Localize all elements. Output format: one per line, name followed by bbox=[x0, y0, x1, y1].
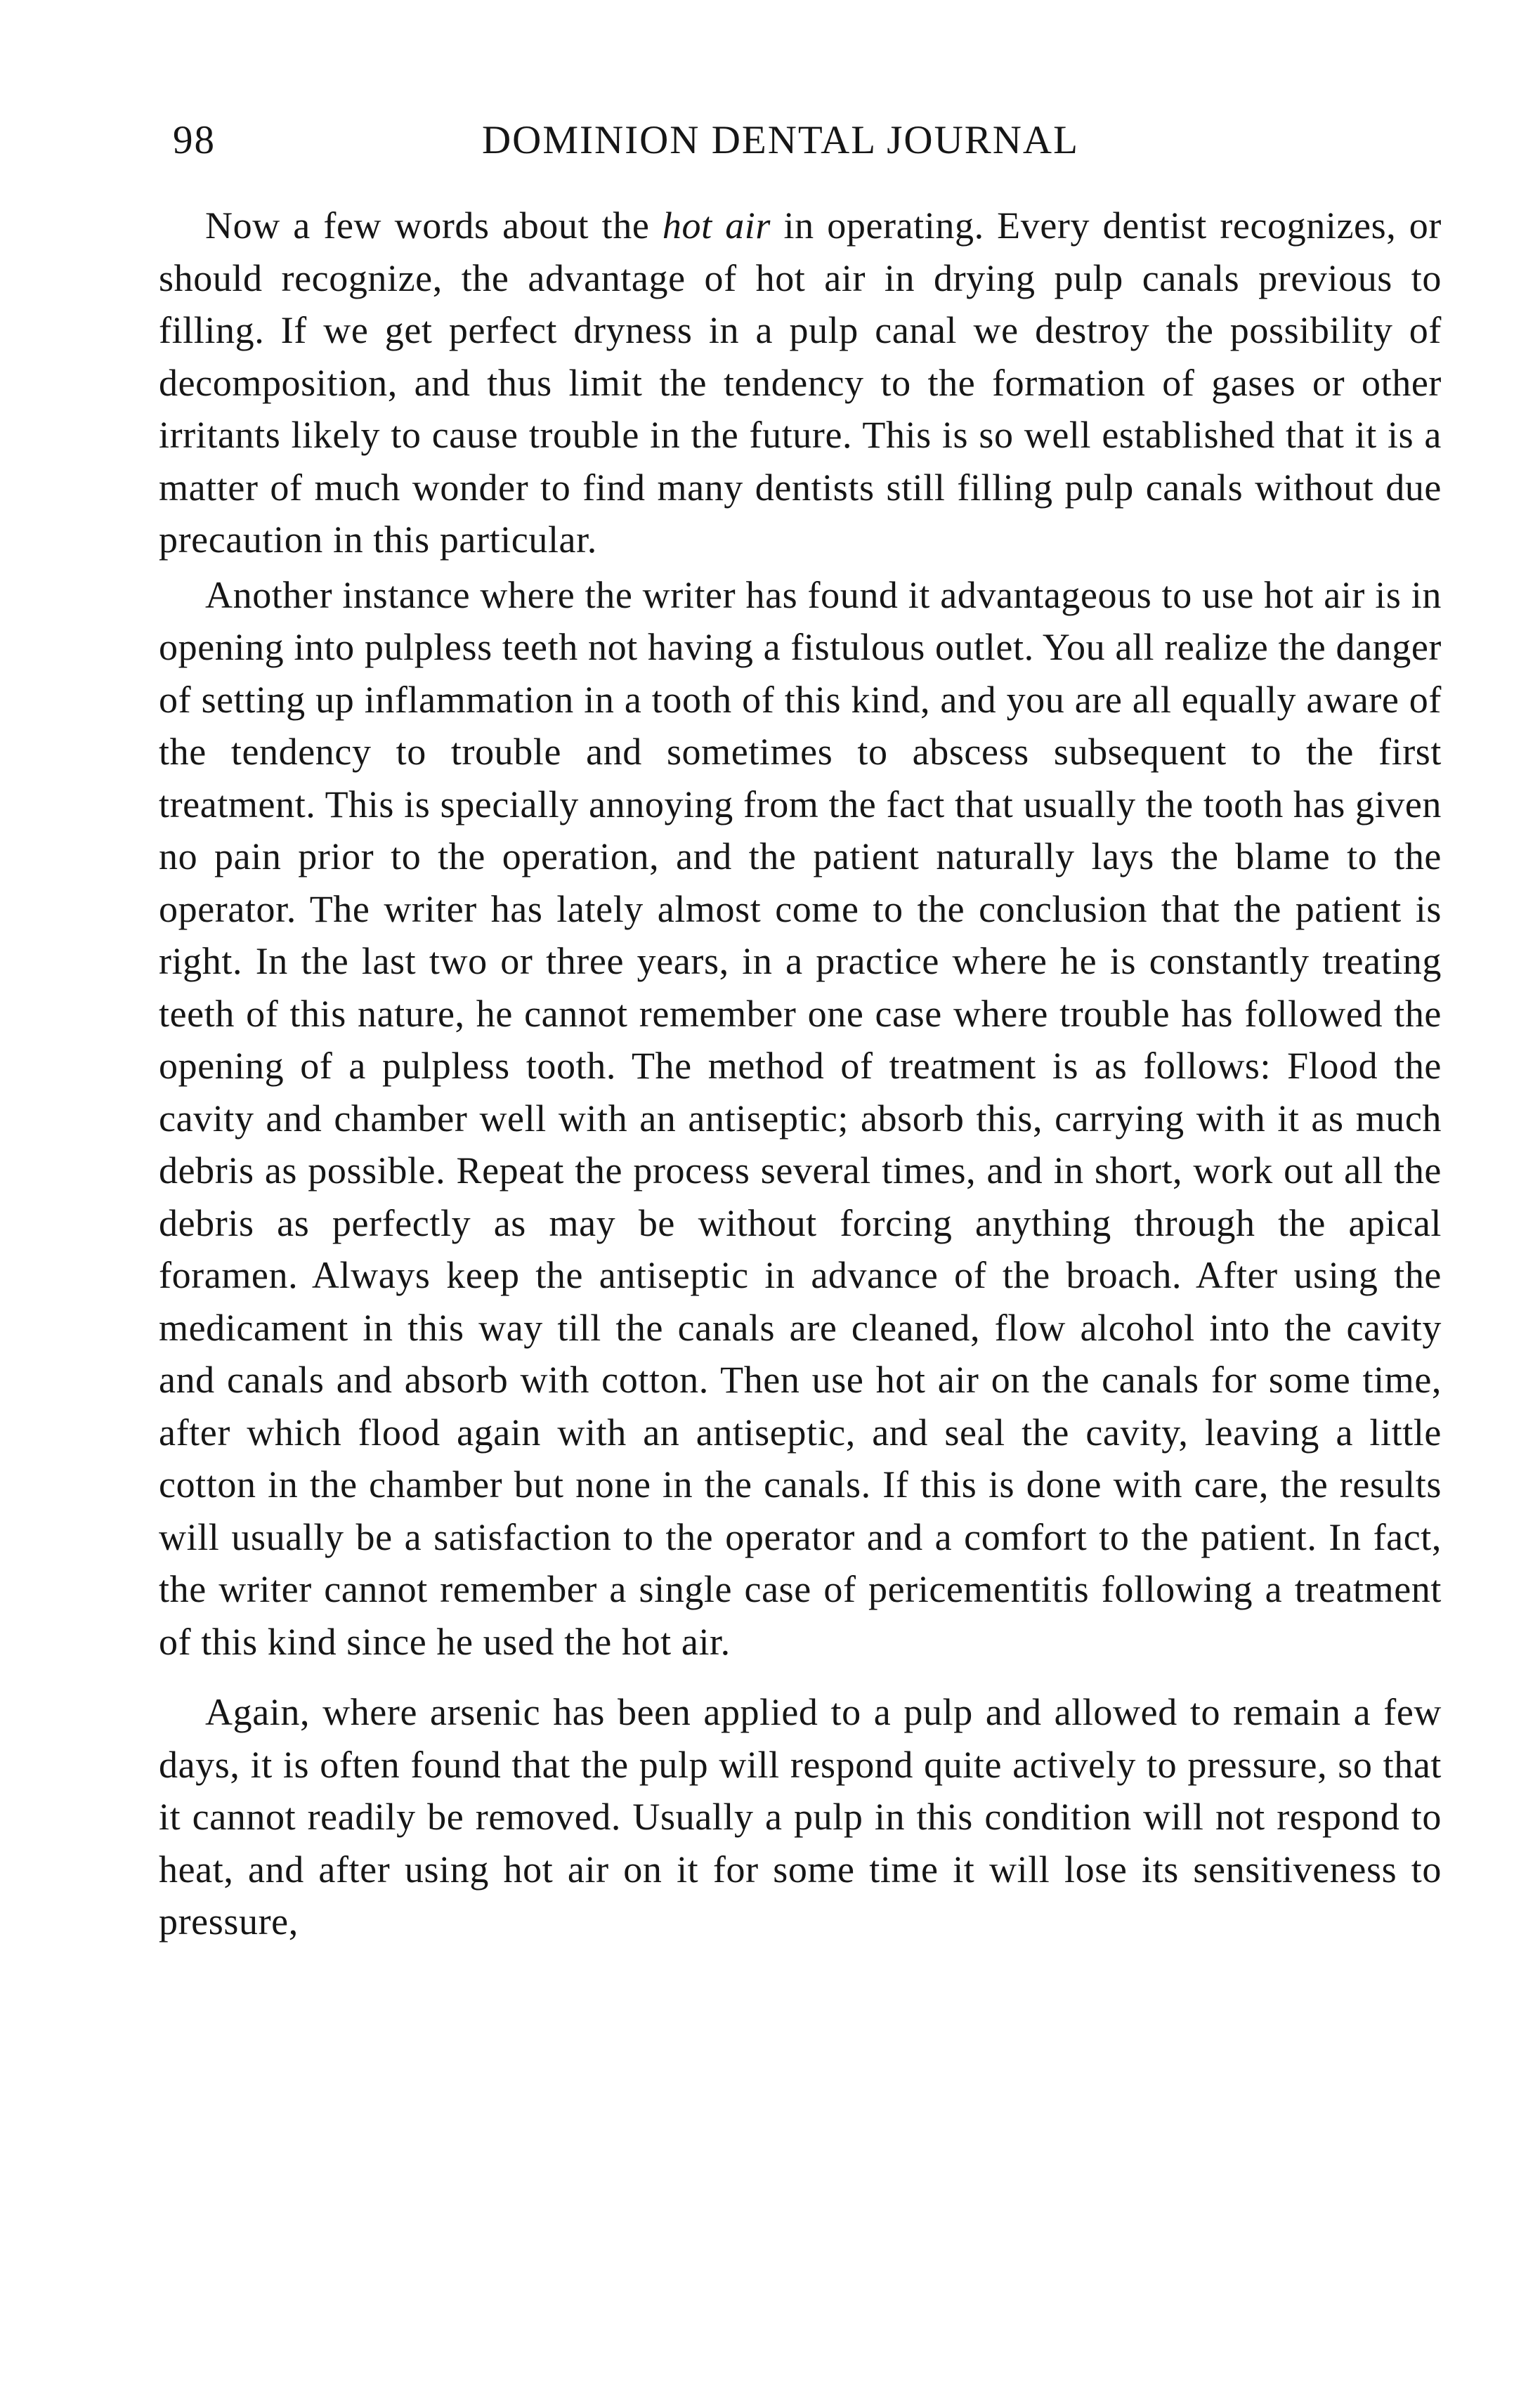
article-body bbox=[159, 200, 1442, 1948]
paragraph-hot-air-operating bbox=[159, 200, 1442, 566]
journal-title: DOMINION DENTAL JOURNAL bbox=[482, 118, 1079, 162]
paragraph-arsenic: Again, where arsenic has been applied to a pulp and allowed to remain a few days, it is often found that the pulp will respond quite actively to pressure, so that it cannot readily be removed. Usually a pulp in this condition will not respond to heat, and after using hot air on it for some time it will lose its sensitiveness to pressure, bbox=[159, 1691, 1442, 1943]
running-head bbox=[159, 112, 1442, 169]
page-number: 98 bbox=[173, 118, 216, 162]
paragraph-text-end: in operating. Every dentist recognizes, or should recognize, the advantage of hot air in drying pulp canals previous to filling. If we get perfect dryness in a pulp canal we destroy the possibility of decomposition, and thus limit the tendency to the formation of gases or other irritants likely to cause trouble in the future. This is so well established that it is a matter of much wonder to find many dentists still filling pulp canals without due precaution in this particular. bbox=[159, 204, 1442, 561]
paragraph-text-start: Now a few words about the bbox=[205, 204, 663, 247]
paragraph-pulpless-teeth: Another instance where the writer has found it advantageous to use hot air is in opening into pulpless teeth not having a fistulous outlet. You all realize the danger of setting up inflammation in a tooth of this kind, and you are all equally aware of the tendency to trouble and sometimes to abscess subsequent to the first treatment. This is specially annoying from the fact that usually the tooth has given no pain prior to the operation, and the patient naturally lays the blame to the operator. The writer has lately almost come to the conclusion that the patient is right. In the last two or three years, in a practice where he is constantly treating teeth of this nature, he cannot remember one case where trouble has followed the opening of a pulpless tooth. The method of treatment is as follows: Flood the cavity and chamber well with an antiseptic; absorb this, carrying with it as much debris as possible. Repeat the process several times, and in short, work out all the debris as perfectly as may be without forcing anything through the apical foramen. Always keep the antiseptic in advance of the broach. After using the medicament in this way till the canals are cleaned, flow alcohol into the cavity and canals and absorb with cotton. Then use hot air on the canals for some time, after which flood again with an antiseptic, and seal the cavity, leaving a little cotton in the chamber but none in the canals. If this is done with care, the results will usually be a satisfaction to the operator and a comfort to the patient. In fact, the writer cannot remember a single case of pericementitis following a treatment of this kind since he used the hot air. bbox=[159, 573, 1442, 1663]
italic-term-hot-air: hot air bbox=[662, 204, 771, 247]
journal-page bbox=[159, 112, 1442, 2361]
